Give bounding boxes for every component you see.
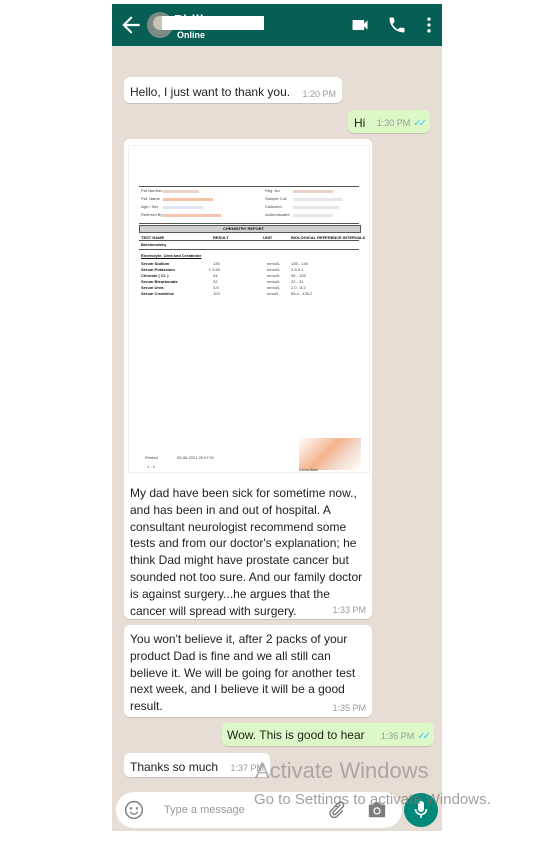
message-text: Hello, I just want to thank you. bbox=[130, 85, 291, 99]
report-cell: 2.0 - 8.2 bbox=[291, 285, 306, 290]
redaction bbox=[293, 198, 343, 201]
report-footer-date: 05-06-2021 20:07:01 bbox=[177, 455, 215, 460]
windows-watermark-title: Activate Windows bbox=[255, 758, 429, 783]
message-time: 1:20 PM bbox=[302, 89, 336, 99]
report-cell: 3.5 bbox=[213, 285, 219, 290]
message-time-wrap bbox=[377, 118, 424, 129]
phone-call-icon[interactable] bbox=[387, 15, 407, 35]
report-cell: 135 bbox=[213, 261, 220, 266]
message-text: You won't believe it, after 2 packs of your product Dad is fine and we all still can believe it. We will be going for another test next week, and I believe it will be a good result. bbox=[130, 632, 356, 714]
message-time: 1:33 PM bbox=[332, 605, 366, 615]
report-cell: 3.5-5.1 bbox=[291, 267, 304, 272]
report-section: Biochemistry bbox=[141, 242, 167, 247]
message-outgoing[interactable] bbox=[348, 110, 430, 133]
report-label: Collected bbox=[265, 204, 282, 209]
report-cell: mmol/L bbox=[267, 279, 281, 284]
report-footer-sign: Consultant bbox=[299, 467, 319, 472]
report-cell: L 3.50 bbox=[209, 267, 220, 272]
message-input[interactable]: Type a message bbox=[164, 804, 245, 816]
message-time: 1:30 PM bbox=[376, 118, 411, 128]
redaction bbox=[163, 198, 213, 201]
chat-header bbox=[112, 4, 442, 46]
report-subsection: Electrolyte, Urea and Creatinine bbox=[141, 253, 202, 258]
report-cell: Serum Sodium bbox=[141, 261, 170, 266]
report-cell: mmol/L bbox=[267, 285, 281, 290]
report-cell: mmol/L bbox=[267, 267, 281, 272]
report-label: Pat. Name bbox=[141, 196, 160, 201]
lab-report-image[interactable] bbox=[128, 145, 370, 473]
message-incoming[interactable] bbox=[124, 77, 342, 103]
emoji-icon[interactable] bbox=[124, 800, 144, 820]
signature-stamp bbox=[299, 438, 361, 470]
redaction bbox=[163, 214, 221, 217]
report-cell: Serum Potassium bbox=[141, 267, 175, 272]
message-incoming-image[interactable] bbox=[124, 139, 372, 619]
report-title: CHEMISTRY REPORT bbox=[223, 226, 265, 231]
report-column: RESULT bbox=[213, 235, 229, 240]
report-cell: mmol/L bbox=[267, 273, 281, 278]
report-label: Pat Number bbox=[141, 188, 163, 193]
back-arrow-icon[interactable] bbox=[118, 12, 144, 38]
message-outgoing[interactable] bbox=[222, 723, 434, 746]
report-label: Reg. No bbox=[265, 188, 280, 193]
message-text: Thanks so much bbox=[130, 760, 219, 774]
message-time-wrap bbox=[381, 731, 428, 742]
report-label: Authenticated bbox=[265, 212, 290, 217]
windows-watermark-subtitle: Go to Settings to activate Windows. bbox=[254, 791, 491, 808]
redaction bbox=[163, 206, 203, 209]
report-footer-page: 1 - 1 bbox=[147, 464, 156, 469]
message-time: 1:37 PM bbox=[230, 763, 264, 773]
report-cell: umol/L bbox=[267, 291, 280, 296]
redaction bbox=[293, 190, 333, 193]
report-cell: Serum Urea bbox=[141, 285, 164, 290]
report-cell: Serum Creatinine bbox=[141, 291, 175, 296]
report-label: Referred By bbox=[141, 212, 163, 217]
report-footer: Printed bbox=[145, 455, 158, 460]
contact-status: Online bbox=[177, 30, 206, 40]
report-column: BIOLOGICAL REFERENCE INTERVALS bbox=[291, 235, 366, 240]
message-incoming[interactable] bbox=[124, 625, 372, 717]
message-text: My dad have been sick for sometime now., and has been in and out of hospital. A consultant neurologist recommend some tests and from our doctor's explanation; he think Dad might have prostate cancer but sounded not too sure. And our family doctor is against surgery...he argues that the cancer will spread with surgery. bbox=[130, 486, 363, 618]
report-cell: 103 bbox=[213, 291, 220, 296]
report-cell: 95 - 105 bbox=[291, 273, 306, 278]
message-text: Wow. This is good to hear bbox=[227, 728, 365, 742]
read-ticks-icon: ✓✓ bbox=[413, 118, 424, 129]
message-time: 1:35 PM bbox=[332, 703, 366, 713]
report-cell: 94 bbox=[213, 273, 218, 278]
message-incoming[interactable] bbox=[124, 753, 270, 777]
report-section-bar bbox=[139, 240, 359, 250]
redaction bbox=[163, 190, 199, 193]
report-label: Sample Coll bbox=[265, 196, 287, 201]
chat-window bbox=[112, 4, 442, 831]
message-text: Hi bbox=[354, 116, 366, 130]
report-cell: 65.4 - 133.2 bbox=[291, 291, 313, 296]
report-column: TEST NAME bbox=[141, 235, 165, 240]
report-cell: 22 bbox=[213, 279, 218, 284]
redaction bbox=[293, 206, 339, 209]
read-ticks-icon: ✓✓ bbox=[417, 731, 428, 742]
report-cell: 22 - 31 bbox=[291, 279, 304, 284]
video-call-icon[interactable] bbox=[350, 15, 370, 35]
report-cell: mmol/L bbox=[267, 261, 281, 266]
report-cell: 135 - 145 bbox=[291, 261, 308, 266]
report-cell: Serum Bicarbonate bbox=[141, 279, 178, 284]
report-cell: Chloride ( Cl- ) bbox=[141, 273, 169, 278]
more-vert-icon[interactable] bbox=[419, 15, 439, 35]
message-time: 1:36 PM bbox=[380, 731, 415, 741]
report-column: UNIT bbox=[263, 235, 273, 240]
redaction bbox=[293, 214, 333, 217]
name-redaction bbox=[162, 16, 264, 30]
report-label: Age / Sex bbox=[141, 204, 159, 209]
